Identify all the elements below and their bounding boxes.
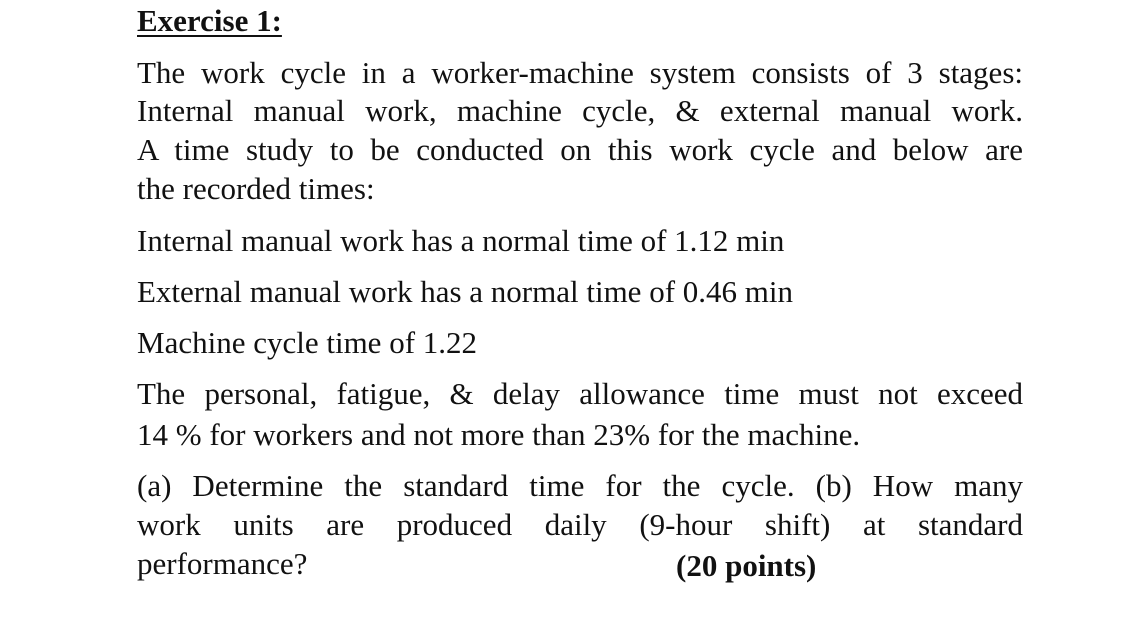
machine-time-line: Machine cycle time of 1.22 <box>137 325 478 360</box>
allowance-line-1: The personal, fatigue, & delay allowance time must not exceed <box>137 376 1023 411</box>
intro-line-2: Internal manual work, machine cycle, & external manual work. <box>137 93 1023 128</box>
internal-time-line: Internal manual work has a normal time of 1.12 min <box>137 223 785 258</box>
intro-line-1: The work cycle in a worker-machine system consists of 3 stages: <box>137 55 1023 90</box>
intro-line-3: A time study to be conducted on this work cycle and below are <box>137 132 1023 167</box>
allowance-line-2: 14 % for workers and not more than 23% for the machine. <box>137 417 861 452</box>
exercise-title: Exercise 1: <box>137 3 282 38</box>
points-label: (20 points) <box>676 548 817 583</box>
question-line-3: performance? <box>137 546 308 581</box>
external-time-line: External manual work has a normal time of 0.46 min <box>137 274 793 309</box>
question-line-1: (a) Determine the standard time for the cycle. (b) How many <box>137 468 1023 503</box>
intro-line-4: the recorded times: <box>137 171 375 206</box>
question-line-2: work units are produced daily (9-hour shift) at standard <box>137 507 1023 542</box>
